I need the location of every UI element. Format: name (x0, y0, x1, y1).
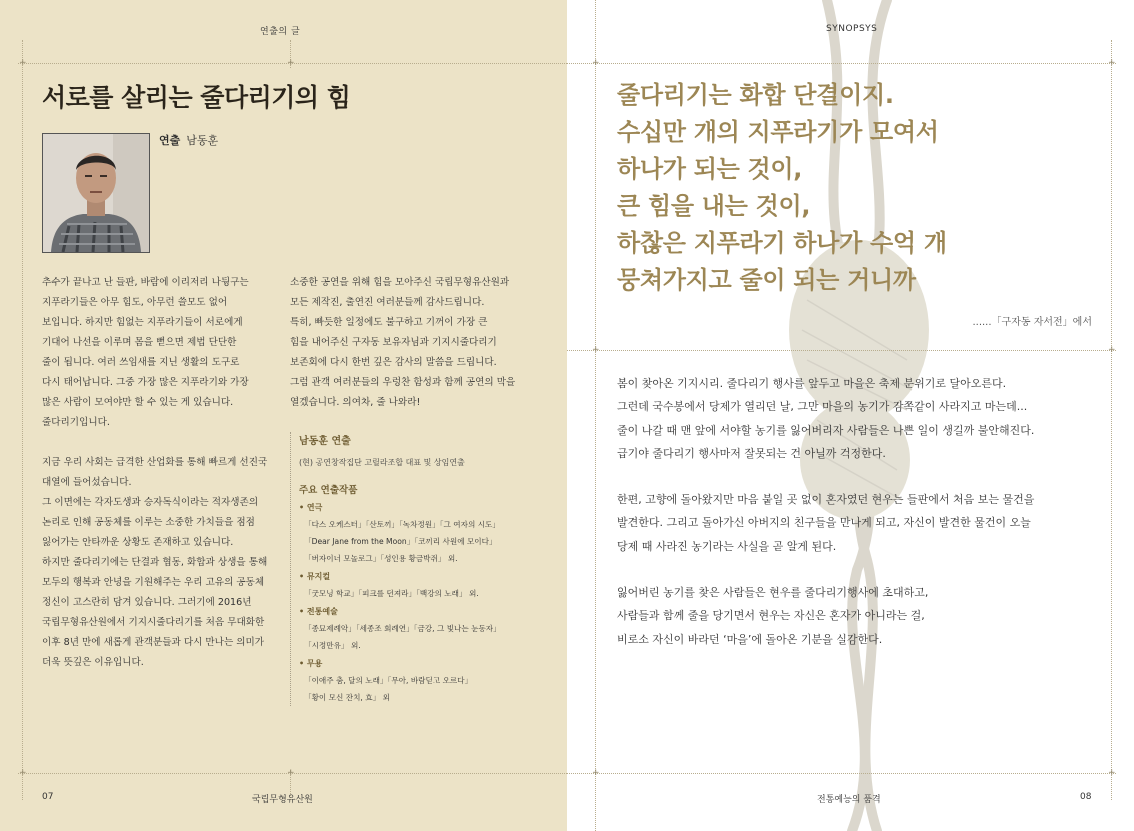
works-category: • 뮤지컬 (299, 572, 331, 581)
crop-mark: + (1108, 768, 1116, 778)
director-profile (290, 432, 539, 706)
essay-line: 모든 제작진, 출연진 여러분들께 감사드립니다. (290, 297, 485, 308)
guide-line (567, 350, 1116, 351)
guide-line (1111, 40, 1112, 800)
essay-line: 모두의 행복과 안녕을 기원해주는 우리 고유의 공동체 (42, 577, 265, 588)
synopsis-line: 비로소 자신이 바라던 ‘마을’에 돌아온 기분을 실감한다. (617, 632, 883, 646)
essay-line: 대열에 들어섰습니다. (42, 477, 132, 488)
crop-mark: + (592, 58, 600, 68)
crop-mark: + (287, 58, 295, 68)
quote-line: 뭉쳐가지고 줄이 되는 거니까 (617, 266, 916, 294)
guide-line (567, 63, 1116, 64)
essay-column-1 (42, 273, 282, 673)
page-number: 08 (1080, 792, 1092, 802)
crop-mark: + (19, 768, 27, 778)
essay-line: 국립무형유산원에서 기지시줄다리기를 처음 무대화한 (42, 617, 265, 628)
director-role: 연출 (159, 134, 181, 147)
essay-line: 특히, 빠듯한 일정에도 불구하고 기꺼이 가장 큰 (290, 317, 488, 328)
essay-line: 더욱 뜻깊은 이유입니다. (42, 657, 144, 668)
footer-label: 전통예능의 품격 (817, 795, 881, 805)
guide-line (22, 40, 23, 800)
synopsis-body (617, 372, 1034, 651)
synopsis-line: 잃어버린 농기를 찾은 사람들은 현우를 줄다리기행사에 초대하고, (617, 586, 929, 600)
essay-line: 기대어 나선을 이루며 몸을 뻗으면 제법 단단한 (42, 337, 237, 348)
essay-line: 잃어가는 안타까운 상황도 존재하고 있습니다. (42, 537, 234, 548)
essay-line: 정신이 고스란히 담겨 있습니다. 그러기에 2016년 (42, 597, 252, 608)
pull-quote (617, 77, 947, 299)
page-title: 서로를 살리는 줄다리기의 힘 (42, 83, 351, 112)
crop-mark: + (1108, 345, 1116, 355)
synopsis-line: 발견한다. 그리고 돌아가신 아버지의 친구들을 만나게 되고, 자신이 발견한 물건이 오늘 (617, 516, 1031, 530)
director-credit (159, 132, 218, 148)
essay-line: 다시 태어납니다. 그중 가장 많은 지푸라기와 가장 (42, 377, 249, 388)
works-item: 「다스 오케스터」「산토끼」「녹차정원」「그 여자의 시도」 (304, 520, 500, 529)
works-item: 「종묘제례악」「세종조 회례연」「금강, 그 빛나는 눈동자」 (304, 624, 501, 633)
essay-line: 열겠습니다. 의여차, 줄 나와라! (290, 397, 421, 408)
synopsis-line: 사람들과 함께 줄을 당기면서 현우는 자신은 혼자가 아니라는 걸, (617, 609, 925, 623)
essay-line: 줄다리기입니다. (42, 417, 110, 428)
profile-affiliation: (현) 공연창작집단 고릴라조합 대표 및 상임연출 (299, 458, 465, 467)
running-head: SYNOPSYS (826, 24, 878, 34)
guide-line (567, 773, 1116, 774)
works-category: • 무용 (299, 659, 323, 668)
essay-line: 보존회에 다시 한번 깊은 감사의 말씀을 드립니다. (290, 357, 497, 368)
director-photo (42, 133, 150, 253)
guide-line (595, 0, 596, 831)
essay-line: 그럼 관객 여러분들의 우렁찬 함성과 함께 공연의 막을 (290, 377, 516, 388)
synopsis-line: 당제 때 사라진 농기라는 사실을 곧 알게 된다. (617, 539, 837, 553)
works-category: • 연극 (299, 503, 323, 512)
director-name: 남동훈 (186, 134, 219, 147)
synopsis-line: 봄이 찾아온 기지시리. 줄다리기 행사를 앞두고 마을은 축제 분위기로 달아오른다. (617, 377, 1007, 390)
essay-line: 지푸라기들은 아무 힘도, 아무런 쓸모도 없어 (42, 297, 228, 308)
works-item: 「이애주 춤, 달의 노래」「무아, 바람딛고 오르다」 (304, 676, 473, 685)
works-item: 「버자이너 모놀로그」「성인용 황금박쥐」 외. (304, 554, 458, 563)
crop-mark: + (1108, 58, 1116, 68)
synopsis-line: 줄이 나갈 때 맨 앞에 서야할 농기를 잃어버리자 사람들은 나쁜 일이 생길까 불안해진다. (617, 423, 1035, 437)
crop-mark: + (19, 58, 27, 68)
crop-mark: + (592, 768, 600, 778)
essay-line: 그 이면에는 각자도생과 승자독식이라는 적자생존의 (42, 497, 259, 508)
synopsis-line: 급기야 줄다리기 행사마저 잘못되는 건 아닐까 걱정한다. (617, 446, 886, 460)
quote-line: 하나가 되는 것이, (617, 155, 803, 183)
works-item: 「굿모닝 학교」「피크를 던져라」「백강의 노래」 외. (304, 589, 479, 598)
works-item: 「시정만유」 외. (304, 641, 361, 650)
essay-line: 하지만 줄다리기에는 단결과 협동, 화합과 상생을 통해 (42, 557, 268, 568)
quote-line: 큰 힘을 내는 것이, (617, 192, 811, 220)
essay-line: 지금 우리 사회는 급격한 산업화를 통해 빠르게 선진국 (42, 457, 268, 468)
essay-line: 힘을 내어주신 구자동 보유자님과 기지시줄다리기 (290, 337, 497, 348)
essay-column-2 (290, 273, 540, 413)
works-item: 「Dear Jane from the Moon」「코끼리 사원에 모이다」 (304, 537, 497, 546)
essay-line: 줄이 됩니다. 여러 쓰임새를 지닌 생활의 도구로 (42, 357, 240, 368)
profile-name: 남동훈 연출 (299, 436, 351, 447)
crop-mark: + (592, 345, 600, 355)
essay-line: 논리로 인해 공동체를 이루는 소중한 가치들을 점점 (42, 517, 255, 528)
quote-line: 수십만 개의 지푸라기가 모여서 (617, 118, 939, 146)
quote-source: ......「구자동 자서전」에서 (972, 317, 1092, 328)
works-heading: 주요 연출작품 (299, 485, 358, 496)
page-number: 07 (42, 792, 54, 802)
crop-mark: + (287, 768, 295, 778)
essay-line: 소중한 공연을 위해 힘을 모아주신 국립무형유산원과 (290, 277, 510, 288)
synopsis-line: 그런데 국수봉에서 당제가 열리던 날, 그만 마을의 농기가 감쪽같이 사라지고 마는데... (617, 400, 1028, 414)
works-item: 「황이 모신 잔치, 효」 외 (304, 693, 390, 702)
essay-line: 많은 사람이 모여야만 할 수 있는 게 있습니다. (42, 397, 234, 408)
essay-line: 이후 8년 만에 새롭게 관객분들과 다시 만나는 의미가 (42, 637, 265, 648)
footer-label: 국립무형유산원 (252, 795, 313, 805)
essay-line: 추수가 끝나고 난 들판, 바람에 이리저리 나뒹구는 (42, 277, 249, 288)
essay-line: 보입니다. 하지만 힘없는 지푸라기들이 서로에게 (42, 317, 243, 328)
right-page (567, 0, 1134, 831)
running-head: 연출의 글 (260, 27, 301, 37)
quote-line: 하찮은 지푸라기 하나가 수억 개 (617, 229, 947, 257)
synopsis-line: 한편, 고향에 돌아왔지만 마음 붙일 곳 없이 혼자였던 현우는 들판에서 처음 보는 물건을 (617, 493, 1035, 507)
quote-line: 줄다리기는 화합 단결이지. (617, 81, 894, 109)
works-category: • 전통예술 (299, 607, 338, 616)
